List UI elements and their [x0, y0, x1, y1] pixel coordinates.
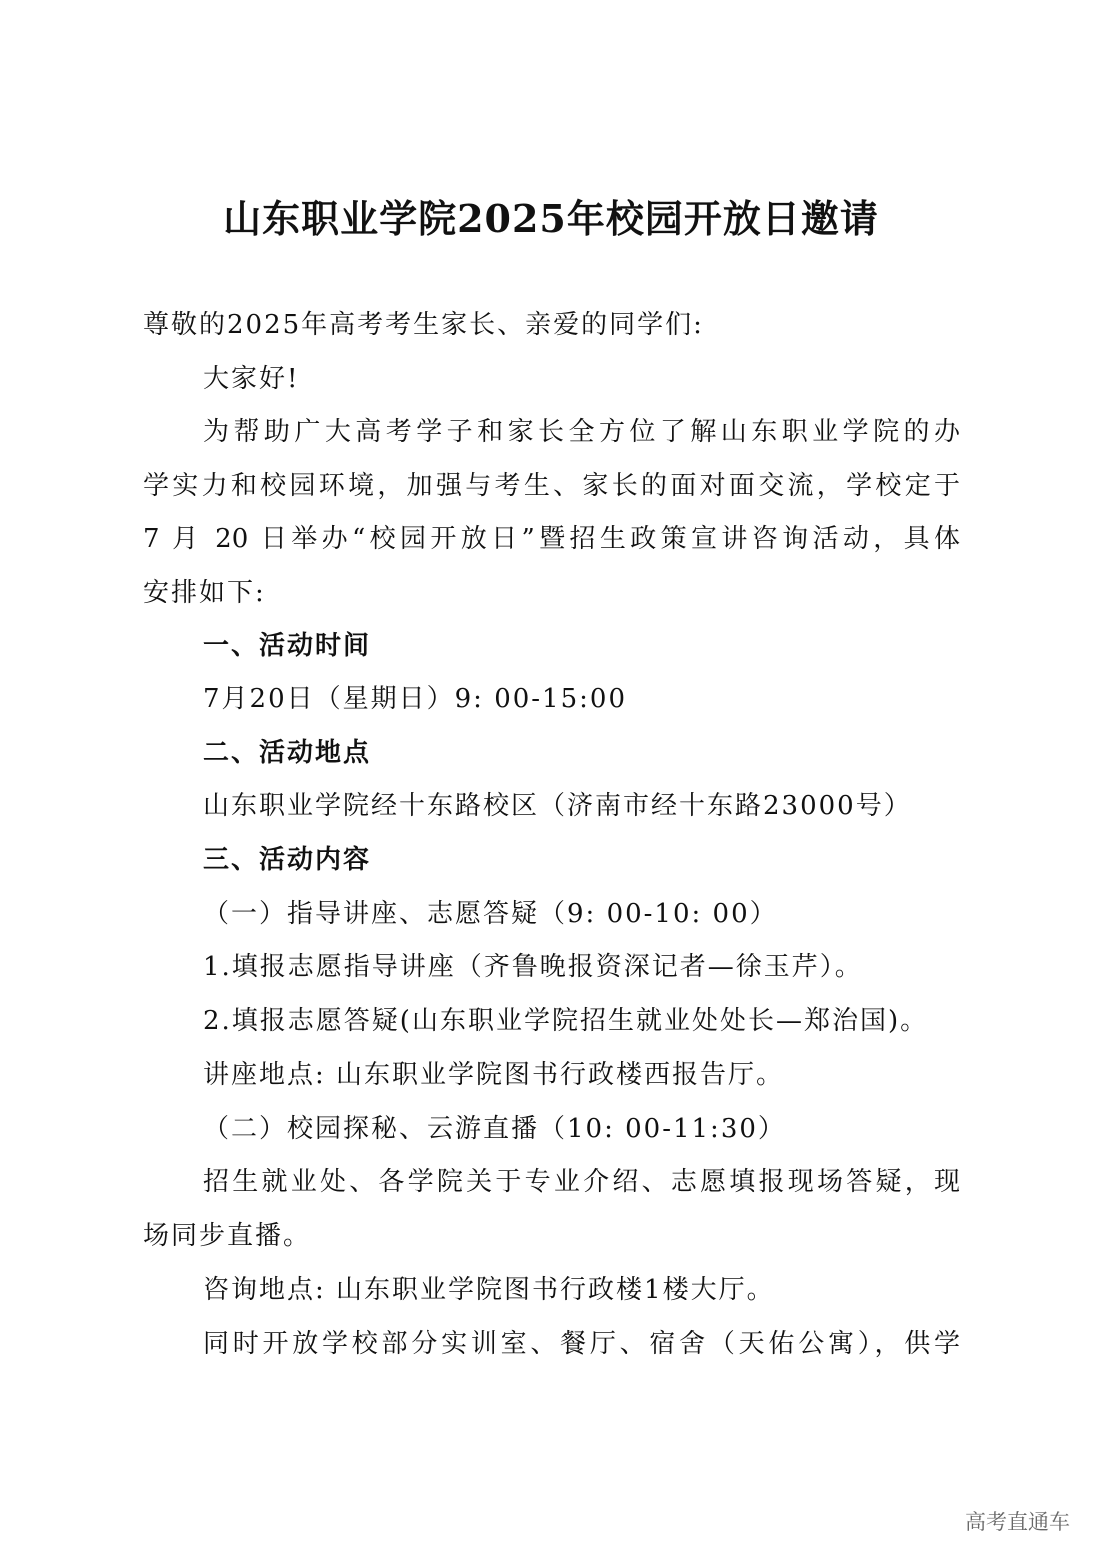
intro-line: 为帮助广大高考学子和家长全方位了解山东职业学院的办: [203, 417, 960, 447]
lecture-item: 2.填报志愿答疑(山东职业学院招生就业处处长—郑治国)。: [203, 1006, 929, 1036]
event-time: 7月20日（星期日）9: 00-15:00: [203, 684, 627, 714]
event-location: 山东职业学院经十东路校区（济南市经十东路23000号）: [203, 791, 912, 821]
document-title: 山东职业学院2025年校园开放日邀请: [223, 196, 879, 241]
subsection-campus-tour: （二）校园探秘、云游直播（10: 00-11:30）: [203, 1114, 786, 1144]
intro-line: 7 月 20 日举办“校园开放日”暨招生政策宣讲咨询活动，具体: [143, 524, 960, 554]
lecture-item: 1.填报志愿指导讲座（齐鲁晚报资深记者—徐玉芹）。: [203, 952, 863, 982]
greeting: 大家好!: [203, 364, 300, 394]
lecture-venue: 讲座地点: 山东职业学院图书行政楼西报告厅。: [203, 1060, 785, 1090]
intro-line: 学实力和校园环境，加强与考生、家长的面对面交流，学校定于: [143, 471, 960, 501]
intro-line: 安排如下:: [143, 578, 266, 608]
subsection-lectures: （一）指导讲座、志愿答疑（9: 00-10: 00）: [203, 899, 778, 929]
salutation: 尊敬的2025年高考考生家长、亲爱的同学们:: [143, 310, 704, 340]
open-facilities-desc: 同时开放学校部分实训室、餐厅、宿舍（天佑公寓），供学: [203, 1329, 960, 1359]
section-heading-time: 一、活动时间: [203, 631, 372, 661]
watermark: 高考直通车: [965, 1510, 1070, 1534]
campus-tour-desc: 招生就业处、各学院关于专业介绍、志愿填报现场答疑，现: [203, 1167, 960, 1197]
consult-venue: 咨询地点: 山东职业学院图书行政楼1楼大厅。: [203, 1275, 775, 1305]
campus-tour-desc: 场同步直播。: [143, 1221, 312, 1251]
section-heading-location: 二、活动地点: [203, 738, 372, 768]
section-heading-content: 三、活动内容: [203, 845, 372, 875]
